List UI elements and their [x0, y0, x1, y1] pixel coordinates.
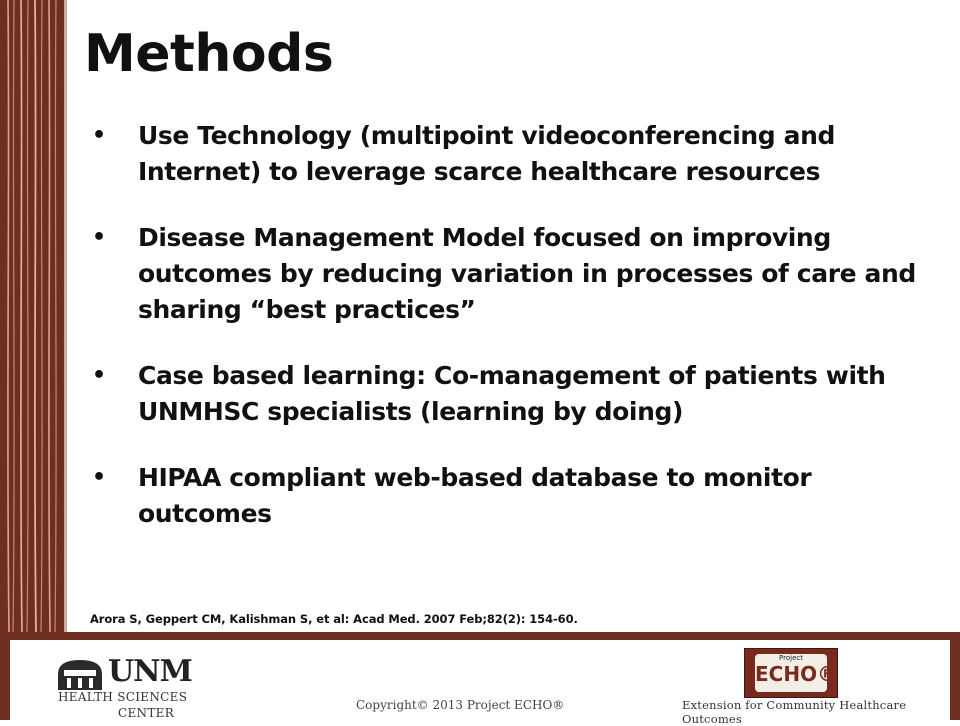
bullet-text: Case based learning: Co-management of patients with UNMHSC specialists (learning by doing): [138, 361, 886, 426]
unm-wordmark: UNM: [108, 654, 192, 689]
bullet-text: Use Technology (multipoint videoconferencing and Internet) to leverage scarce healthcare resources: [138, 121, 835, 186]
project-echo-logo: [744, 648, 838, 698]
bullet-list: [92, 118, 944, 562]
bullet-marker: •: [92, 465, 106, 490]
echo-logo-project-label: Project: [779, 654, 803, 662]
bullet-item-disease-management: [92, 220, 944, 328]
unm-subtitle-line2: CENTER: [118, 706, 175, 720]
unm-building-icon: [56, 656, 104, 692]
echo-tagline: Extension for Community Healthcare Outcomes: [682, 698, 907, 726]
bullet-item-hipaa-database: [92, 460, 944, 532]
unm-hsc-logo: [56, 650, 216, 720]
copyright-text: Copyright© 2013 Project ECHO®: [356, 698, 565, 712]
bullet-marker: •: [92, 123, 106, 148]
citation: Arora S, Geppert CM, Kalishman S, et al: Acad Med. 2007 Feb;82(2): 154-60.: [90, 612, 578, 626]
bullet-text: Disease Management Model focused on improving outcomes by reducing variation in processes of care and sharing “best practices”: [138, 223, 916, 324]
bullet-item-case-based-learning: [92, 358, 944, 430]
bullet-marker: •: [92, 225, 106, 250]
bullet-marker: •: [92, 363, 106, 388]
slide-title: Methods: [84, 24, 334, 84]
echo-logo-wordmark: ECHO®: [755, 662, 838, 686]
bullet-text: HIPAA compliant web-based database to monitor outcomes: [138, 463, 812, 528]
side-band-edge: [64, 0, 67, 632]
footer-bar: [0, 632, 960, 726]
decorative-side-band: [0, 0, 64, 632]
echo-logo-plate: [755, 654, 838, 692]
bullet-item-technology: [92, 118, 944, 190]
side-band-lines: [0, 0, 64, 632]
unm-subtitle-line1: HEALTH SCIENCES: [58, 690, 188, 704]
footer-panel: [10, 640, 950, 726]
